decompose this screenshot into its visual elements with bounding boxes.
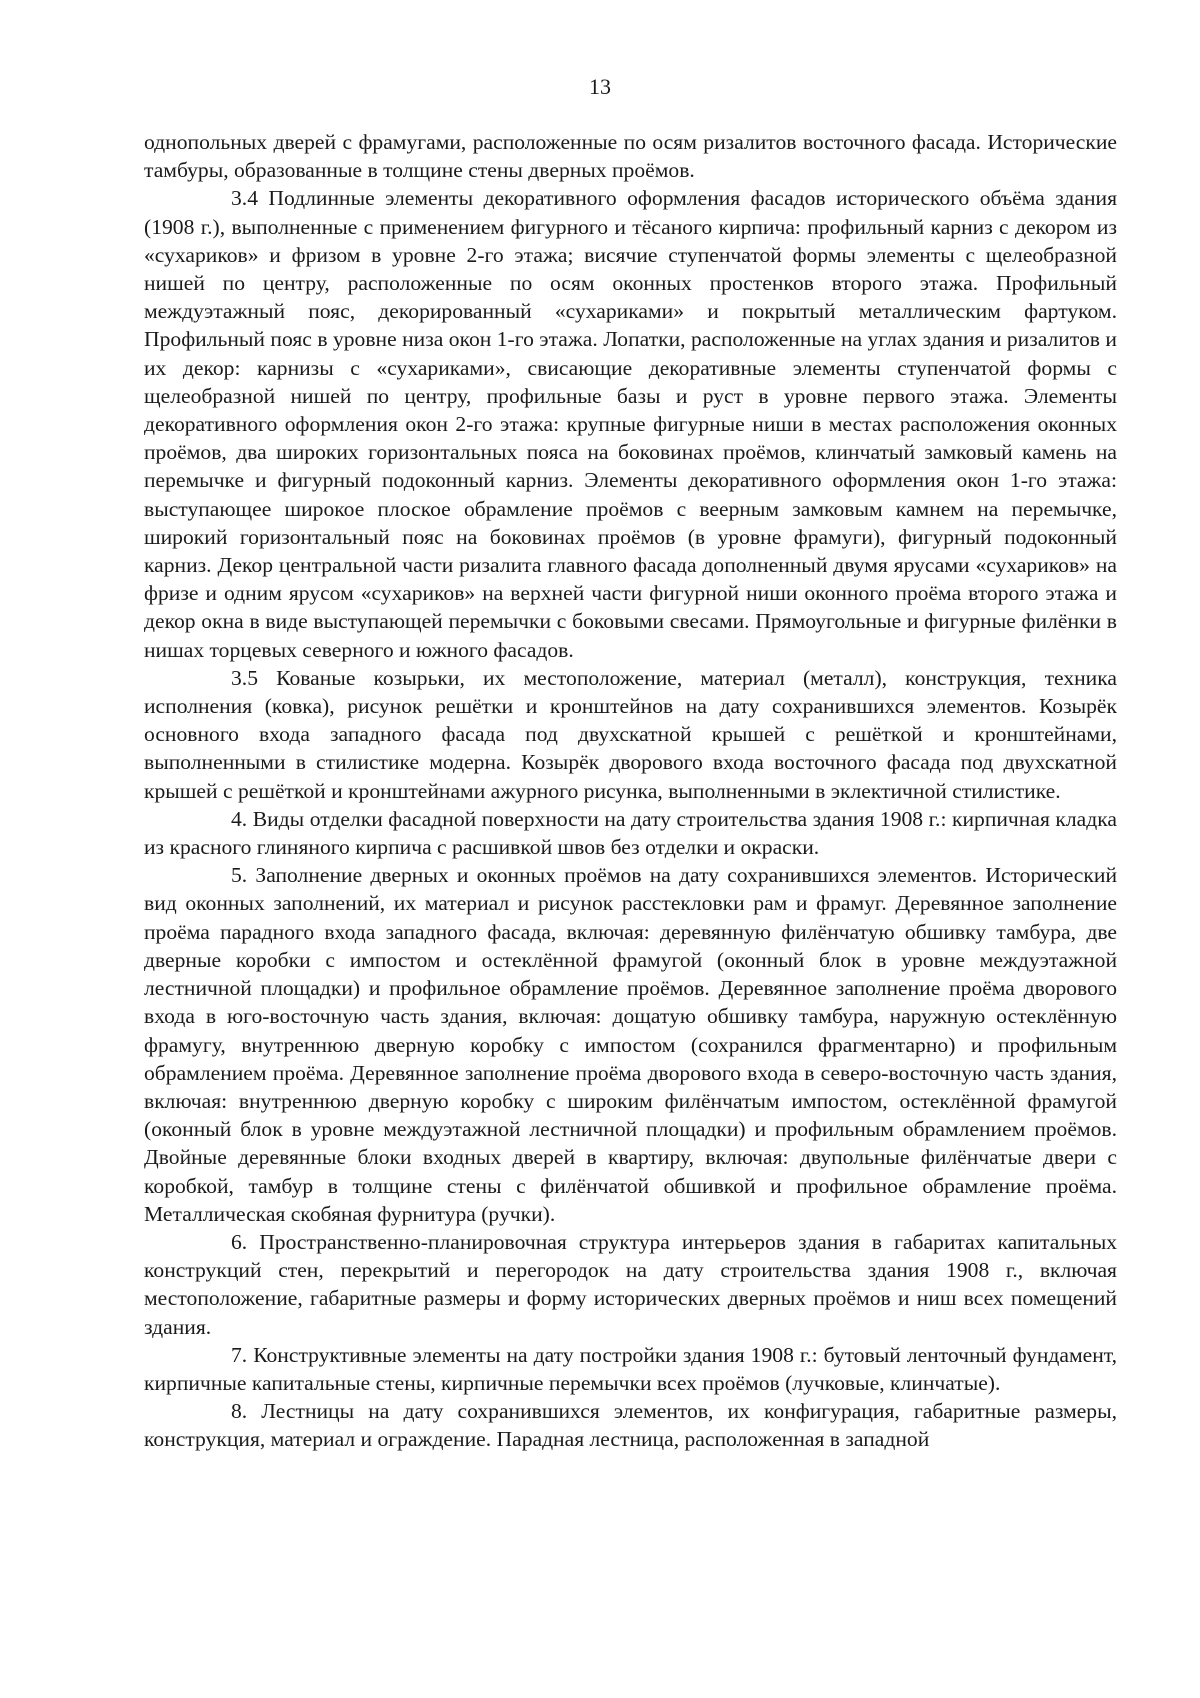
paragraph-3-4: 3.4 Подлинные элементы декоративного оформления фасадов исторического объёма здания (1908 г.), выполненные с применением фигурного и тёсаного кирпича: профильный карниз с декором из «сухариков» и фризом в уровне 2-го этажа; висячие ступенчатой формы элементы с щелеобразной нишей по центру, расположенные по осям оконных простенков второго этажа. Профильный междуэтажный пояс, декорированный «сухариками» и покрытый металлическим фартуком. Профильный пояс в уровне низа окон 1-го этажа. Лопатки, расположенные на углах здания и ризалитов и их декор: карнизы с «сухариками», свисающие декоративные элементы ступенчатой формы с щелеобразной нишей по центру, профильные базы и руст в уровне первого этажа. Элементы декоративного оформления окон 2-го этажа: крупные фигурные ниши в местах расположения оконных проёмов, два широких горизонтальных пояса на боковинах проёмов, клинчатый замковый камень на перемычке и фигурный подоконный карниз. Элементы декоративного оформления окон 1-го этажа: выступающее широкое плоское обрамление проёмов с веерным замковым камнем на перемычке, широкий горизонтальный пояс на боковинах проёмов (в уровне фрамуги), фигурный подоконный карниз. Декор центральной части ризалита главного фасада дополненный двумя ярусами «сухариков» на фризе и одним ярусом «сухариков» на верхней части фигурной ниши оконного проёма второго этажа и декор окна в виде выступающей перемычки с боковыми свесами. Прямоугольные и фигурные филёнки в нишах торцевых северного и южного фасадов. (144, 186, 1117, 662)
document-body (144, 128, 1117, 1454)
page-number: 13 (589, 74, 611, 99)
paragraph-6: 6. Пространственно-планировочная структура интерьеров здания в габаритах капитальных конструкций стен, перекрытий и перегородок на дату строительства здания 1908 г., включая местоположение, габаритные размеры и форму исторических дверных проёмов и ниш всех помещений здания. (144, 1229, 1117, 1339)
paragraph-4: 4. Виды отделки фасадной поверхности на дату строительства здания 1908 г.: кирпичная кладка из красного глиняного кирпича с расшивкой швов без отделки и окраски. (144, 806, 1117, 860)
paragraph-8: 8. Лестницы на дату сохранившихся элементов, их конфигурация, габаритные размеры, конструкция, материал и ограждение. Парадная лестница, расположенная в западной (144, 1399, 1117, 1452)
paragraph-5: 5. Заполнение дверных и оконных проёмов на дату сохранившихся элементов. Исторический вид оконных заполнений, их материал и рисунок расстекловки рам и фрамуг. Деревянное заполнение проёма парадного входа западного фасада, включая: деревянную филёнчатую обшивку тамбура, две дверные коробки с импостом и остеклённой фрамугой (оконный блок в уровне междуэтажной лестничной площадки) и профильное обрамление проёмов. Деревянное заполнение проёма дворового входа в юго-восточную часть здания, включая: дощатую обшивку тамбура, наружную остеклённую фрамугу, внутреннюю дверную коробку с импостом (сохранился фрагментарно) и профильным обрамлением проёма. Деревянное заполнение проёма дворового входа в северо-восточную часть здания, включая: внутреннюю дверную коробку с широким филёнчатым импостом, остеклённой фрамугой (оконный блок в уровне междуэтажной лестничной площадки) и профильным обрамлением проёмов. Двойные деревянные блоки входных дверей в квартиру, включая: двупольные филёнчатые двери с коробкой, тамбур в толщине стены с филёнчатой обшивкой и профильное обрамление проёма. Металлическая скобяная фурнитура (ручки). (144, 863, 1117, 1226)
paragraph-continuation: однопольных дверей с фрамугами, расположенные по осям ризалитов восточного фасада. Исторические тамбуры, образованные в толщине стены дверных проёмов. (144, 130, 1117, 183)
paragraph-7: 7. Конструктивные элементы на дату постройки здания 1908 г.: бутовый ленточный фундамент, кирпичные капитальные стены, кирпичные перемычки всех проёмов (лучковые, клинчатые). (144, 1342, 1117, 1395)
paragraph-3-5: 3.5 Кованые козырьки, их местоположение, материал (металл), конструкция, техника исполнения (ковка), рисунок решётки и кронштейнов на дату сохранившихся элементов. Козырёк основного входа западного фасада под двухскатной крышей с решёткой и кронштейнами, выполненными в стилистике модерна. Козырёк дворового входа восточного фасада под двухскатной крышей с решёткой и кронштейнами ажурного рисунка, выполненными в эклектичной стилистике. (144, 665, 1117, 803)
